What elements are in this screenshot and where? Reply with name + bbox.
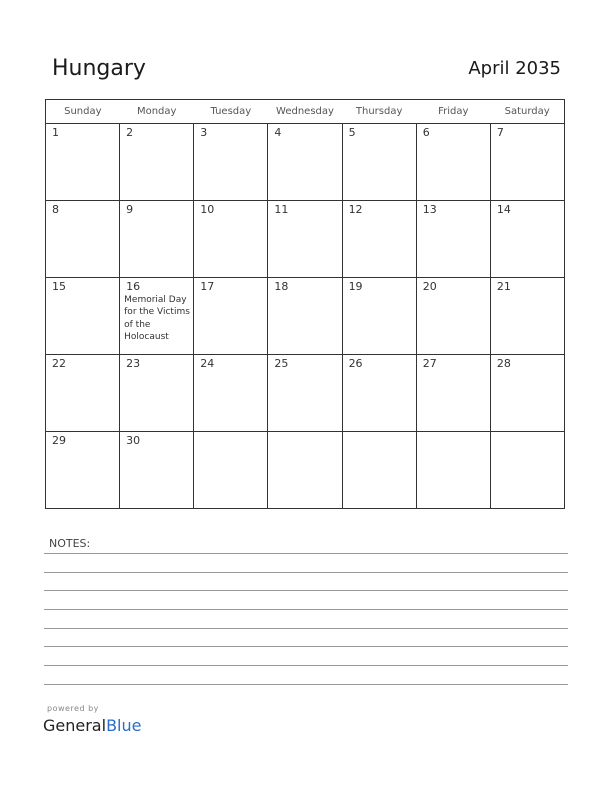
day-cell [342, 201, 416, 278]
holiday-label: Memorial Day for the Victims of the Holocaust [124, 295, 190, 343]
day-number: 8 [52, 203, 59, 216]
note-line [44, 665, 568, 666]
day-cell [342, 278, 416, 355]
day-number: 4 [274, 126, 282, 139]
note-line [44, 553, 568, 554]
day-cell [342, 124, 416, 201]
weekday-wednesday: Wednesday [268, 100, 342, 124]
note-line [44, 609, 568, 610]
day-cell [46, 355, 120, 432]
day-number: 14 [496, 203, 511, 216]
note-line [44, 572, 568, 573]
day-cell [120, 432, 194, 509]
weekday-monday: Monday [120, 100, 194, 124]
day-cell [120, 201, 194, 278]
week-row-1 [46, 124, 565, 201]
day-number: 12 [348, 203, 363, 216]
day-number: 7 [496, 126, 504, 139]
day-cell [342, 432, 416, 509]
day-cell [268, 124, 342, 201]
day-number: 27 [422, 357, 437, 370]
day-number: 9 [126, 203, 134, 216]
day-number: 18 [274, 280, 289, 293]
day-number: 23 [126, 357, 141, 370]
weekday-saturday: Saturday [490, 100, 564, 124]
week-row-4 [46, 355, 565, 432]
day-cell [416, 432, 490, 509]
day-cell [268, 432, 342, 509]
day-cell [268, 278, 342, 355]
calendar-grid [45, 99, 565, 509]
day-number: 11 [274, 203, 289, 216]
day-number: 1 [52, 126, 59, 139]
day-cell [342, 355, 416, 432]
weekday-tuesday: Tuesday [194, 100, 268, 124]
day-number: 2 [126, 126, 134, 139]
week-row-3 [46, 278, 565, 355]
day-cell [46, 432, 120, 509]
note-line [44, 590, 568, 591]
weekday-friday: Friday [416, 100, 490, 124]
weekday-header-row [46, 100, 565, 124]
day-cell [490, 201, 564, 278]
generalblue-logo [43, 716, 141, 735]
day-cell [194, 278, 268, 355]
day-number: 24 [200, 357, 215, 370]
day-cell [268, 201, 342, 278]
weekday-thursday: Thursday [342, 100, 416, 124]
day-cell [490, 278, 564, 355]
day-cell [120, 355, 194, 432]
day-number: 19 [348, 280, 363, 293]
day-cell [416, 355, 490, 432]
day-cell [194, 124, 268, 201]
country-title: Hungary [52, 56, 146, 81]
week-row-5 [46, 432, 565, 509]
day-cell [120, 124, 194, 201]
day-cell [268, 355, 342, 432]
day-number: 26 [348, 357, 363, 370]
day-cell [490, 432, 564, 509]
day-number: 29 [52, 434, 66, 447]
day-number: 22 [52, 357, 66, 370]
day-cell [194, 432, 268, 509]
day-number: 6 [422, 126, 430, 139]
powered-by-text: powered by [47, 704, 99, 713]
day-cell [194, 201, 268, 278]
day-cell [46, 124, 120, 201]
day-number: 3 [200, 126, 208, 139]
day-number: 16 [126, 280, 141, 293]
day-number: 17 [200, 280, 215, 293]
note-line [44, 646, 568, 647]
day-number: 30 [126, 434, 141, 447]
week-row-2 [46, 201, 565, 278]
brand-general: General [43, 716, 107, 735]
brand-blue: Blue [106, 716, 142, 735]
day-cell [46, 278, 120, 355]
day-number: 10 [200, 203, 215, 216]
day-number: 28 [496, 357, 511, 370]
month-year-title: April 2035 [468, 58, 561, 79]
note-line [44, 684, 568, 685]
day-number: 21 [496, 280, 511, 293]
day-cell [490, 355, 564, 432]
day-cell [490, 124, 564, 201]
day-cell [416, 124, 490, 201]
day-cell [194, 355, 268, 432]
day-cell [120, 278, 194, 355]
day-number: 5 [348, 126, 356, 139]
day-cell [416, 201, 490, 278]
day-cell [416, 278, 490, 355]
day-number: 13 [422, 203, 437, 216]
day-cell [46, 201, 120, 278]
day-number: 20 [422, 280, 437, 293]
notes-label: NOTES: [49, 537, 91, 550]
note-line [44, 628, 568, 629]
day-number: 25 [274, 357, 289, 370]
day-number: 15 [52, 280, 66, 293]
weekday-sunday: Sunday [46, 100, 120, 124]
